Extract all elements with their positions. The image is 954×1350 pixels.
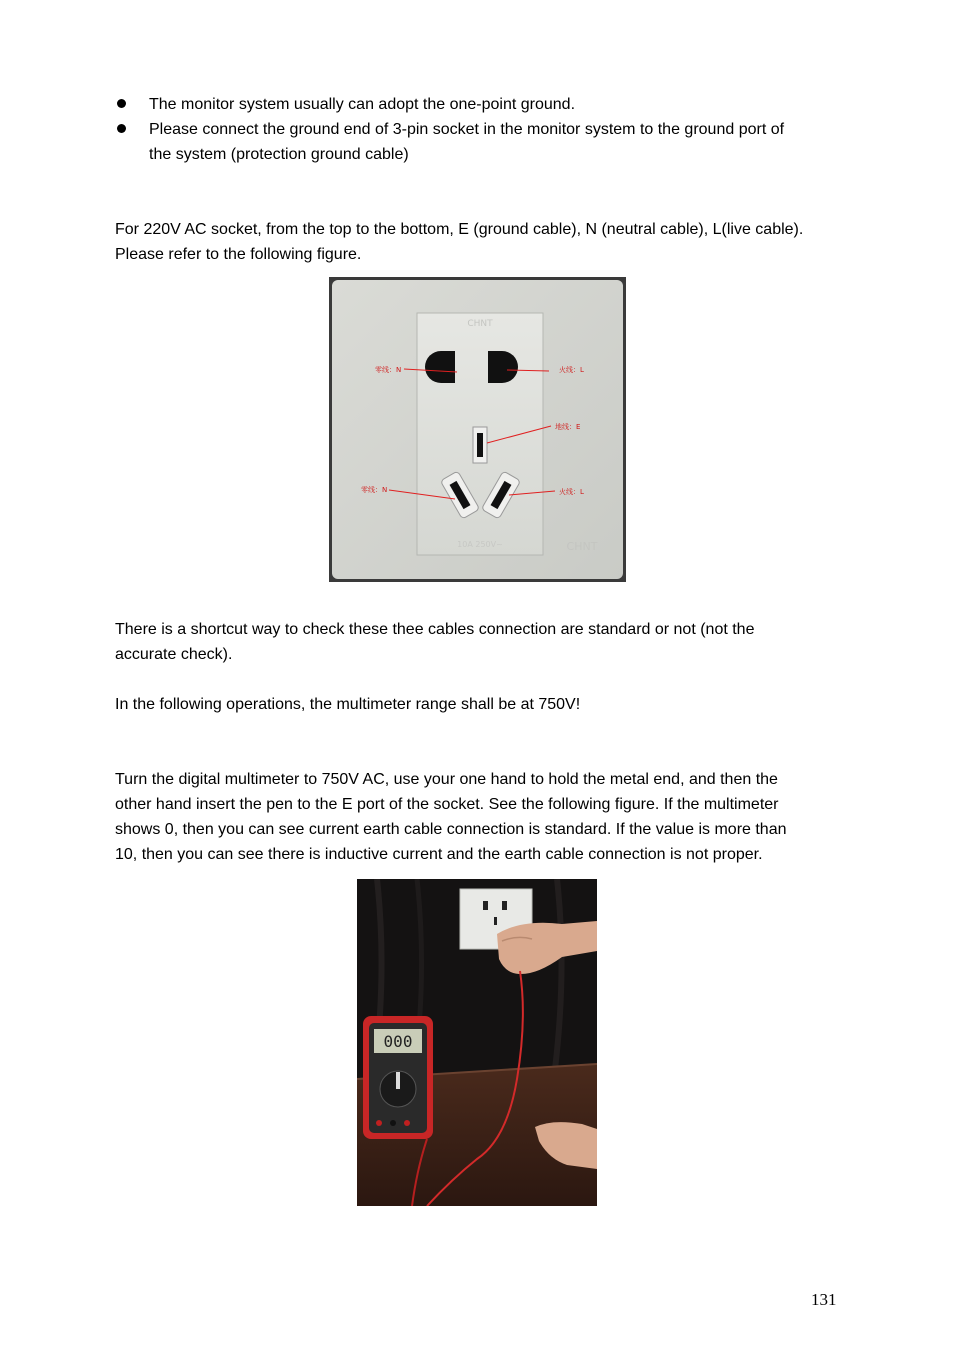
paragraph-line: For 220V AC socket, from the top to the bottom, E (ground cable), N (neutral cable), L(live cable).	[115, 221, 804, 238]
label-e-mid: 地线：E	[555, 423, 581, 431]
paragraph-line: other hand insert the pen to the E port of the socket. See the following figure. If the multimeter	[115, 796, 779, 813]
label-l-bottom: 火线：L	[559, 488, 584, 496]
bullet-dot	[117, 99, 126, 108]
multimeter-figure	[357, 879, 597, 1206]
paragraph-line: shows 0, then you can see current earth cable connection is standard. If the value is more than	[115, 821, 787, 838]
page-number: 131	[811, 1290, 837, 1309]
paragraph-line: 10, then you can see there is inductive current and the earth cable connection is not proper.	[115, 846, 763, 863]
multimeter-photo	[357, 879, 597, 1206]
socket-figure	[329, 277, 626, 582]
bullet-item: Please connect the ground end of 3-pin socket in the monitor system to the ground port of	[149, 121, 785, 138]
bullet-dot	[117, 124, 126, 133]
label-n-bottom: 零线：N	[361, 486, 388, 494]
socket-photo	[329, 277, 626, 582]
paragraph-line: In the following operations, the multimeter range shall be at 750V!	[115, 696, 581, 713]
label-l-top: 火线：L	[559, 366, 584, 374]
paragraph-line: Turn the digital multimeter to 750V AC, use your one hand to hold the metal end, and then the	[115, 771, 778, 788]
label-n-top: 零线：N	[375, 366, 402, 374]
bullet-item-continuation: the system (protection ground cable)	[149, 146, 409, 163]
multimeter-display: 000	[383, 1032, 413, 1051]
paragraph-line: Please refer to the following figure.	[115, 246, 362, 263]
brand-bottom: CHNT	[566, 540, 598, 553]
paragraph-line: accurate check).	[115, 646, 233, 663]
brand-top: CHNT	[467, 319, 493, 329]
paragraph-line: There is a shortcut way to check these thee cables connection are standard or not (not the	[115, 621, 755, 638]
rating-mark: 10A 250V~	[457, 540, 503, 549]
bullet-item: The monitor system usually can adopt the one-point ground.	[149, 96, 576, 113]
